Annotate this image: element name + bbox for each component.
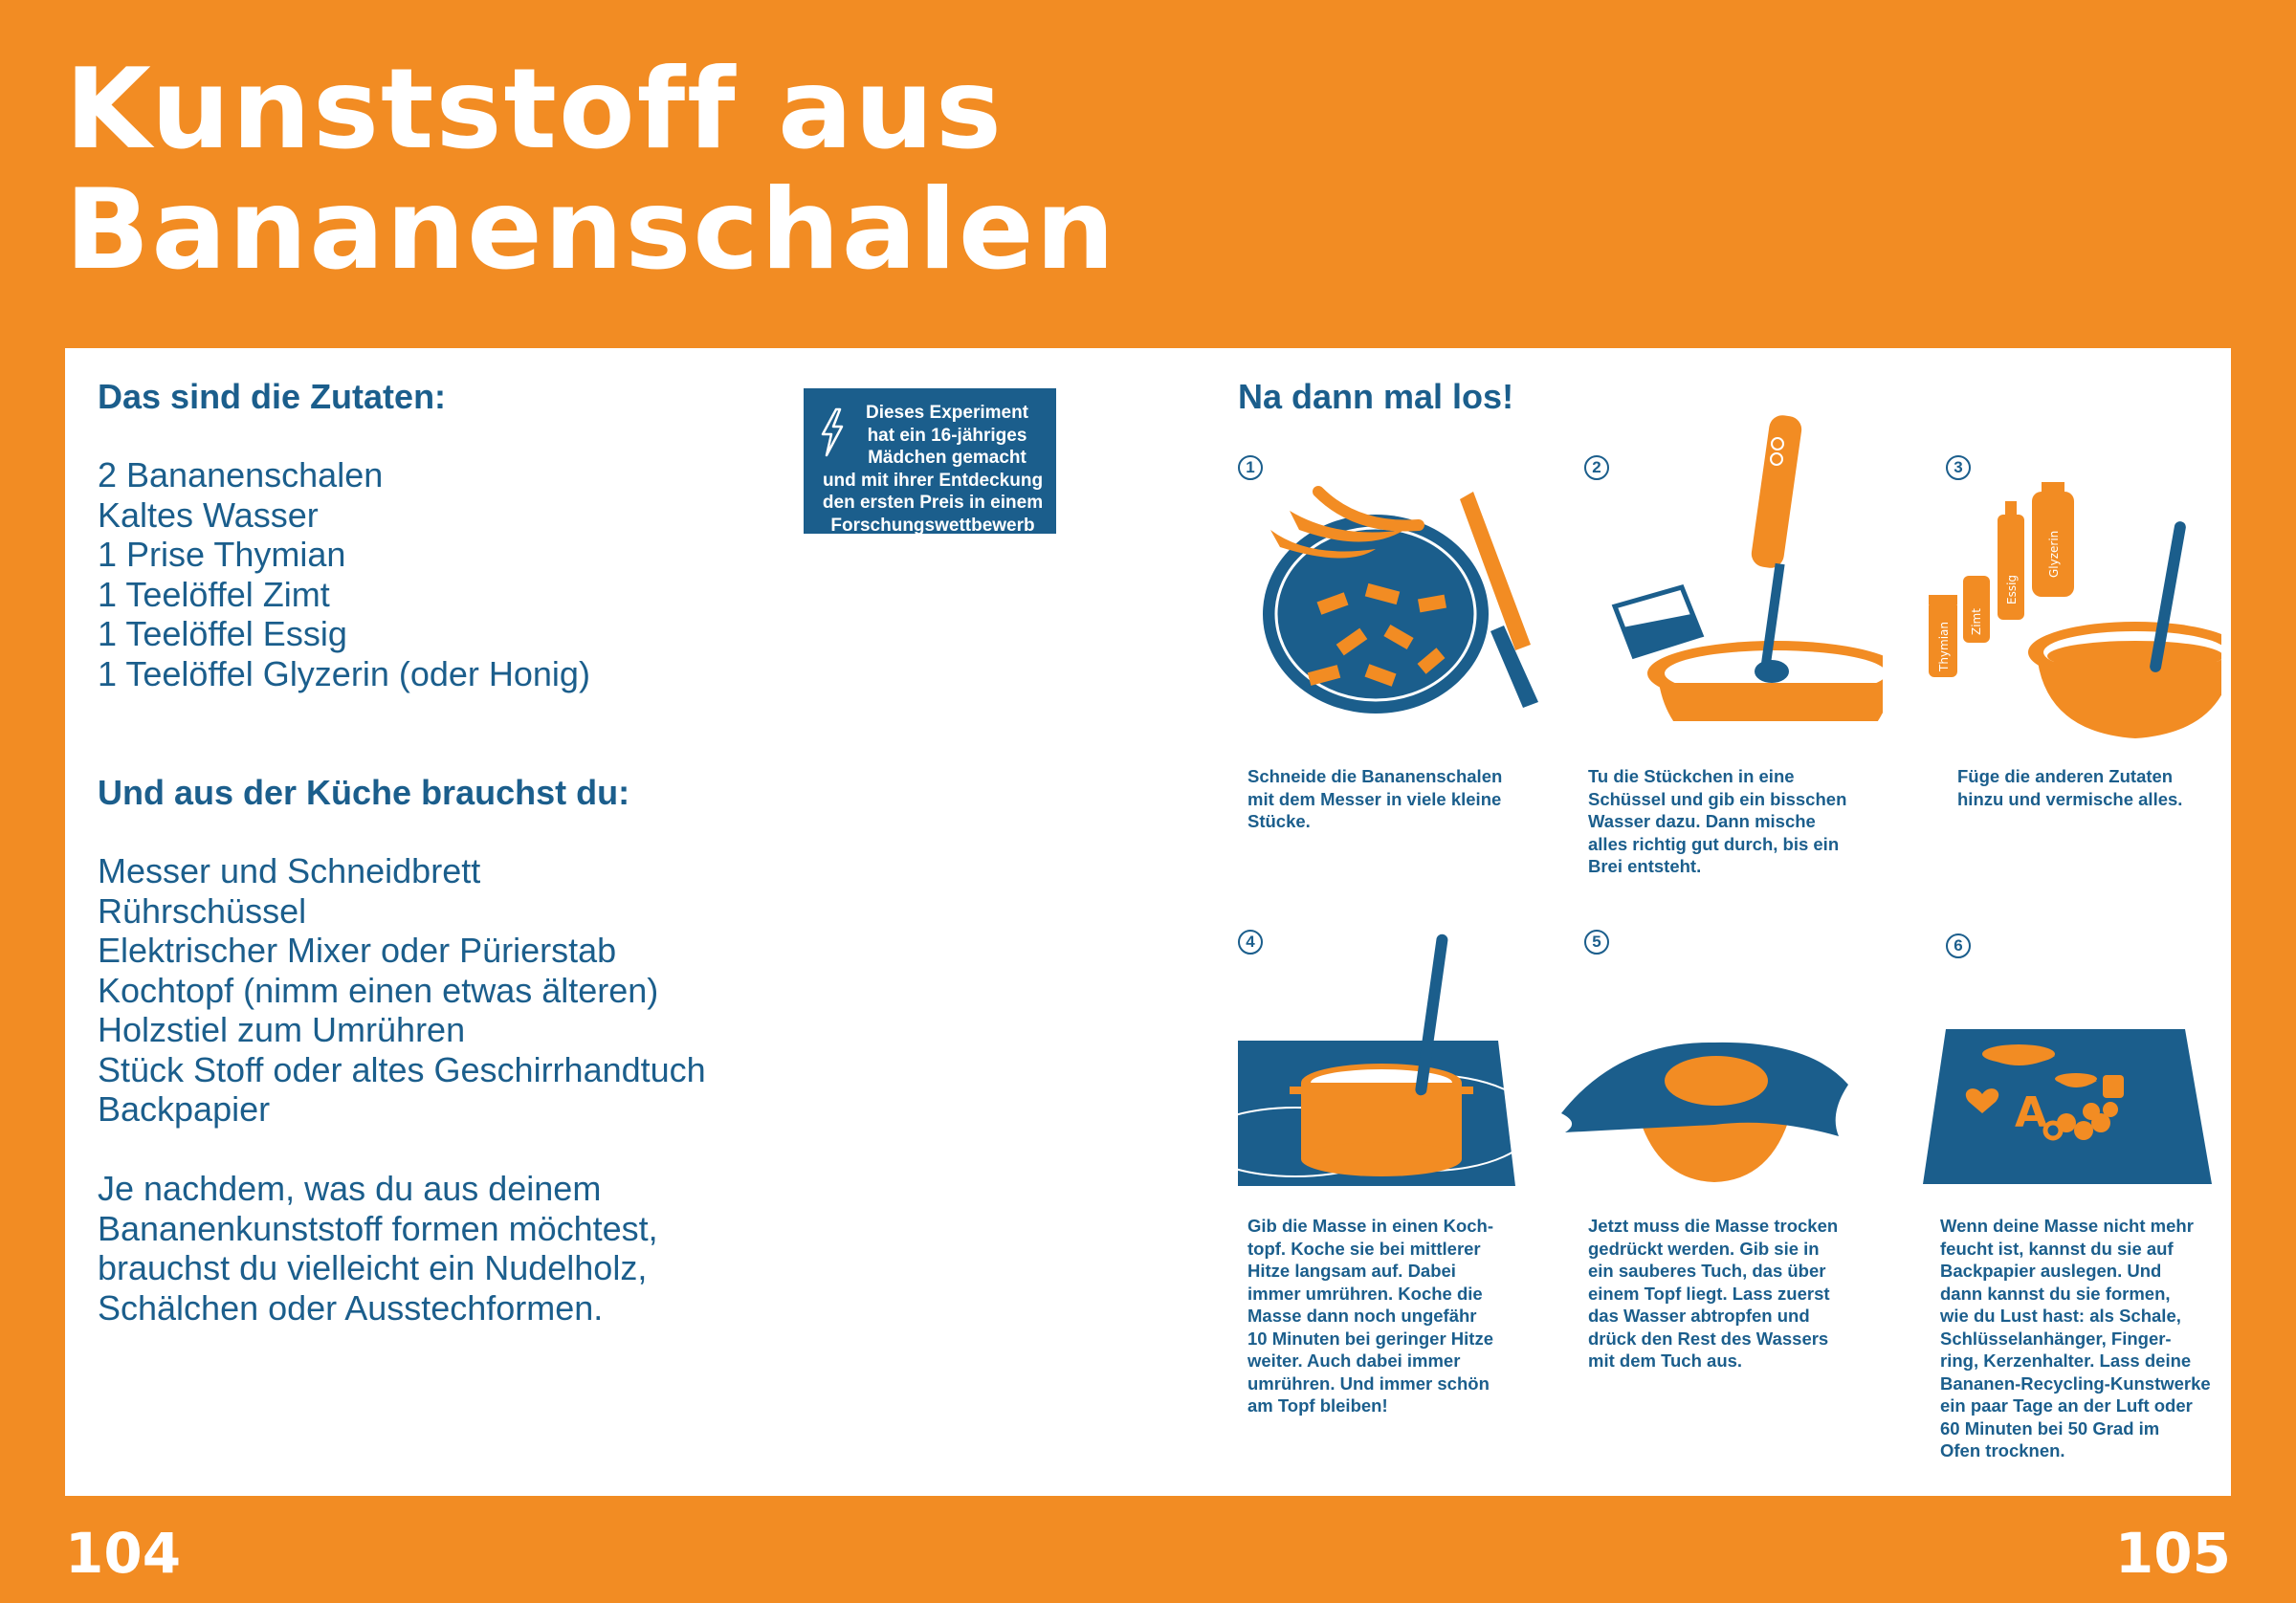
step-line: Schüssel und gib ein bisschen [1588, 788, 1847, 809]
info-line: und mit ihrer Entdeckung [822, 470, 1044, 491]
info-box [804, 388, 1056, 558]
step-line: Brei entsteht. [1588, 856, 1702, 876]
step-line: mit dem Tuch aus. [1588, 1350, 1743, 1371]
step-line: Stücke. [1247, 811, 1311, 831]
steps-heading: Na dann mal los! [1238, 377, 1514, 416]
ingredients-heading: Das sind die Zutaten: [98, 377, 447, 416]
step-line: Wasser dazu. Dann mische [1588, 811, 1816, 831]
closing-line: Bananenkunststoff formen möchtest, [98, 1208, 658, 1248]
step-2-text [1588, 765, 1846, 878]
step-number-5: 5 [1584, 930, 1609, 955]
info-line: gewonnen. [885, 538, 981, 558]
info-line: Mädchen gemacht [868, 448, 1027, 468]
step-line: wie du Lust hast: als Schale, [1940, 1306, 2181, 1326]
ingredient-item: 1 Prise Thymian [98, 535, 346, 574]
step-line: Ofen trocknen. [1940, 1440, 2065, 1460]
ingredient-item: 1 Teelöffel Zimt [98, 574, 330, 614]
step-line: immer umrühren. Koche die [1247, 1283, 1483, 1304]
step-line: hinzu und vermische alles. [1957, 788, 2183, 809]
step-line: am Topf bleiben! [1247, 1395, 1388, 1416]
ingredient-item: Kaltes Wasser [98, 494, 319, 535]
step-line: Gib die Masse in einen Koch- [1247, 1216, 1493, 1236]
kitchen-heading: Und aus der Küche brauchst du: [98, 773, 630, 812]
step-line: ein paar Tage an der Luft oder [1940, 1395, 2193, 1416]
step-5-illustration-cloth-pot [1561, 1037, 1858, 1190]
kitchen-item: Messer und Schneidbrett [98, 851, 481, 890]
kitchen-list [98, 851, 706, 1130]
title-line-1: Kunststoff aus [65, 45, 1004, 174]
step-6-illustration-shapes-on-baking-paper [1923, 1023, 2214, 1188]
step-line: Bananen-Recycling-Kunstwerke [1940, 1372, 2211, 1394]
step-line: dann kannst du sie formen, [1940, 1283, 2171, 1304]
step-1-illustration-cutting-board [1251, 472, 1596, 721]
ingredients-list [98, 455, 590, 693]
page-number-right: 105 [2114, 1521, 2231, 1586]
step-line: Masse dann noch ungefähr [1247, 1306, 1477, 1326]
closing-paragraph [98, 1169, 767, 1328]
title-line-2: Bananenschalen [65, 165, 1117, 295]
page-number-left: 104 [65, 1521, 182, 1586]
closing-line: brauchst du vielleicht ein Nudelholz, [98, 1248, 648, 1287]
essig-label: Essig [2005, 574, 2019, 604]
step-line: Füge die anderen Zutaten [1957, 766, 2174, 786]
info-line: hat ein 16-jähriges [867, 425, 1027, 446]
step-line: weiter. Auch dabei immer [1247, 1350, 1461, 1371]
kitchen-item: Holzstiel zum Umrühren [98, 1010, 466, 1049]
step-4-illustration-pot-stove [1238, 932, 1515, 1190]
step-line: alles richtig gut durch, bis ein [1588, 833, 1840, 854]
info-line: den ersten Preis in einem [822, 493, 1044, 513]
step-3-text [1957, 765, 2182, 810]
step-line: 60 Minuten bei 50 Grad im [1940, 1417, 2160, 1438]
kitchen-item: Rührschüssel [98, 890, 307, 931]
step-line: Schneide die Bananenschalen [1247, 766, 1503, 786]
step-line: Backpapier auslegen. Und [1940, 1261, 2162, 1281]
step-3-illustration-ingredients-bowl [1925, 482, 2221, 740]
step-number-4: 4 [1238, 930, 1263, 955]
step-line: Hitze langsam auf. Dabei [1247, 1261, 1456, 1281]
content-panel [65, 348, 2231, 1496]
step-line: einem Topf liegt. Lass zuerst [1588, 1283, 1830, 1304]
step-line: Schlüsselanhänger, Finger- [1940, 1328, 2172, 1349]
glyzerin-label: Glyzerin [2047, 530, 2061, 578]
step-line: drück den Rest des Wassers [1588, 1328, 1829, 1349]
step-5-text [1588, 1215, 1838, 1372]
zimt-label: Zimt [1970, 608, 1983, 635]
step-number-6: 6 [1946, 933, 1971, 958]
step-line: Jetzt muss die Masse trocken [1588, 1216, 1839, 1236]
ingredient-item: 1 Teelöffel Glyzerin (oder Honig) [98, 653, 590, 693]
ingredient-item: 1 Teelöffel Essig [98, 614, 347, 653]
info-line: Dieses Experiment [865, 403, 1029, 423]
page-title [65, 45, 1117, 295]
closing-line: Je nachdem, was du aus deinem [98, 1169, 602, 1208]
step-line: umrühren. Und immer schön [1247, 1372, 1490, 1394]
step-line: topf. Koche sie bei mittlerer [1247, 1238, 1481, 1259]
closing-line: Schälchen oder Ausstechformen. [98, 1287, 604, 1328]
info-line: Forschungswettbewerb [830, 515, 1035, 536]
kitchen-item: Backpapier [98, 1089, 271, 1129]
step-number-3: 3 [1946, 455, 1971, 480]
step-4-text [1247, 1215, 1493, 1417]
step-line: gedrückt werden. Gib sie in [1588, 1238, 1820, 1259]
step-line: Tu die Stückchen in eine [1588, 766, 1795, 786]
step-number-2: 2 [1584, 455, 1609, 480]
step-6-text [1940, 1215, 2211, 1462]
thymian-label: Thymian [1937, 621, 1951, 671]
letter-a-cutout: A [2015, 1088, 2048, 1137]
step-line: feucht ist, kannst du sie auf [1940, 1238, 2174, 1259]
step-2-illustration-bowl-mixer [1596, 406, 1883, 721]
step-line: mit dem Messer in viele kleine [1247, 788, 1502, 809]
step-line: ein sauberes Tuch, das über [1588, 1261, 1826, 1281]
kitchen-item: Stück Stoff oder altes Geschirrhandtuch [98, 1049, 706, 1089]
step-line: ring, Kerzenhalter. Lass deine [1940, 1350, 2192, 1371]
ingredient-item: 2 Bananenschalen [98, 455, 384, 494]
kitchen-item: Elektrischer Mixer oder Pürierstab [98, 931, 617, 970]
step-number-1: 1 [1238, 455, 1263, 480]
kitchen-item: Kochtopf (nimm einen etwas älteren) [98, 970, 659, 1010]
info-box-text [819, 402, 1047, 560]
step-line: das Wasser abtropfen und [1588, 1306, 1810, 1326]
step-1-text [1247, 765, 1502, 833]
step-line: Wenn deine Masse nicht mehr [1940, 1216, 2194, 1236]
step-line: 10 Minuten bei geringer Hitze [1247, 1328, 1493, 1349]
